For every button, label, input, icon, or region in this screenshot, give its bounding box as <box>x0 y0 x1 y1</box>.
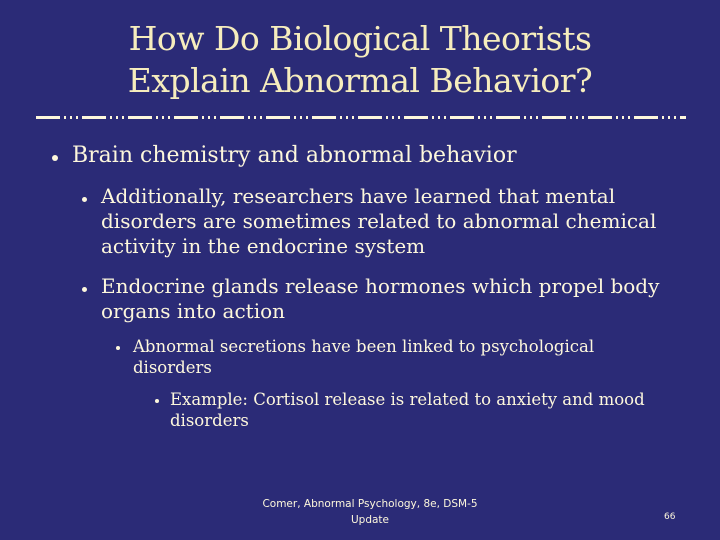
divider-dot <box>116 116 118 119</box>
bullet-dot-level3 <box>116 346 120 350</box>
divider-dot <box>668 116 670 119</box>
divider-dot <box>662 116 664 119</box>
divider-dot <box>386 116 388 119</box>
divider-dot <box>76 116 78 119</box>
footer-citation-line-1: Comer, Abnormal Psychology, 8e, DSM-5 <box>262 498 478 510</box>
divider-dot <box>674 116 676 119</box>
bullet-dot-level1 <box>52 155 58 161</box>
slide-footer <box>250 496 490 528</box>
divider-dot <box>524 116 526 119</box>
divider-dot <box>122 116 124 119</box>
divider-dot <box>352 116 354 119</box>
divider-dot <box>530 116 532 119</box>
divider-dash <box>496 116 520 119</box>
divider-dot <box>162 116 164 119</box>
divider-dash <box>220 116 244 119</box>
divider-dash <box>358 116 382 119</box>
divider-dot <box>294 116 296 119</box>
divider-dash <box>36 116 60 119</box>
bullet-abnormal-secretions: Abnormal secretions have been linked to psychological disorders <box>133 337 595 377</box>
divider-dot <box>248 116 250 119</box>
divider-dash <box>680 116 686 119</box>
divider-dot <box>214 116 216 119</box>
divider-dash <box>174 116 198 119</box>
bullet-dot-level2-b <box>82 287 87 292</box>
divider-dot <box>444 116 446 119</box>
bullet-dot-level4 <box>155 399 159 403</box>
divider-dash <box>82 116 106 119</box>
slide-title <box>0 18 720 102</box>
divider-dot <box>438 116 440 119</box>
divider-dash <box>542 116 566 119</box>
divider-dot <box>490 116 492 119</box>
slide-title-line-2: Explain Abnormal Behavior? <box>127 61 593 100</box>
divider-dot <box>536 116 538 119</box>
divider-dot <box>622 116 624 119</box>
divider-dot <box>254 116 256 119</box>
divider-dash <box>128 116 152 119</box>
divider-dot <box>398 116 400 119</box>
divider-dot <box>432 116 434 119</box>
divider-dot <box>202 116 204 119</box>
divider-dot <box>306 116 308 119</box>
bullet-dot-level2-a <box>82 197 87 202</box>
divider-dot <box>576 116 578 119</box>
divider-dash <box>634 116 658 119</box>
divider-dash <box>588 116 612 119</box>
divider-dot <box>70 116 72 119</box>
divider-dot <box>478 116 480 119</box>
divider-dot <box>570 116 572 119</box>
bullet-brain-chemistry: Brain chemistry and abnormal behavior <box>72 143 517 168</box>
title-divider <box>36 113 686 123</box>
divider-dot <box>156 116 158 119</box>
divider-dash <box>404 116 428 119</box>
divider-dash <box>450 116 474 119</box>
divider-dot <box>628 116 630 119</box>
divider-dot <box>582 116 584 119</box>
divider-dash <box>312 116 336 119</box>
divider-dot <box>300 116 302 119</box>
divider-dot <box>260 116 262 119</box>
divider-dot <box>346 116 348 119</box>
divider-dot <box>168 116 170 119</box>
divider-dot <box>340 116 342 119</box>
bullet-endocrine-glands: Endocrine glands release hormones which propel body organs into action <box>101 274 660 323</box>
divider-dash <box>266 116 290 119</box>
divider-dot <box>110 116 112 119</box>
divider-dot <box>616 116 618 119</box>
footer-citation-line-2: Update <box>350 514 390 526</box>
slide-title-line-1: How Do Biological Theorists <box>128 19 592 58</box>
divider-dot <box>208 116 210 119</box>
page-number: 66 <box>664 512 676 522</box>
bullet-endocrine-research: Additionally, researchers have learned that mental disorders are sometimes related to abnormal chemical activity in the endocrine system <box>101 184 657 258</box>
divider-dot <box>64 116 66 119</box>
bullet-cortisol-example: Example: Cortisol release is related to anxiety and mood disorders <box>170 390 645 430</box>
divider-dot <box>392 116 394 119</box>
divider-dot <box>484 116 486 119</box>
